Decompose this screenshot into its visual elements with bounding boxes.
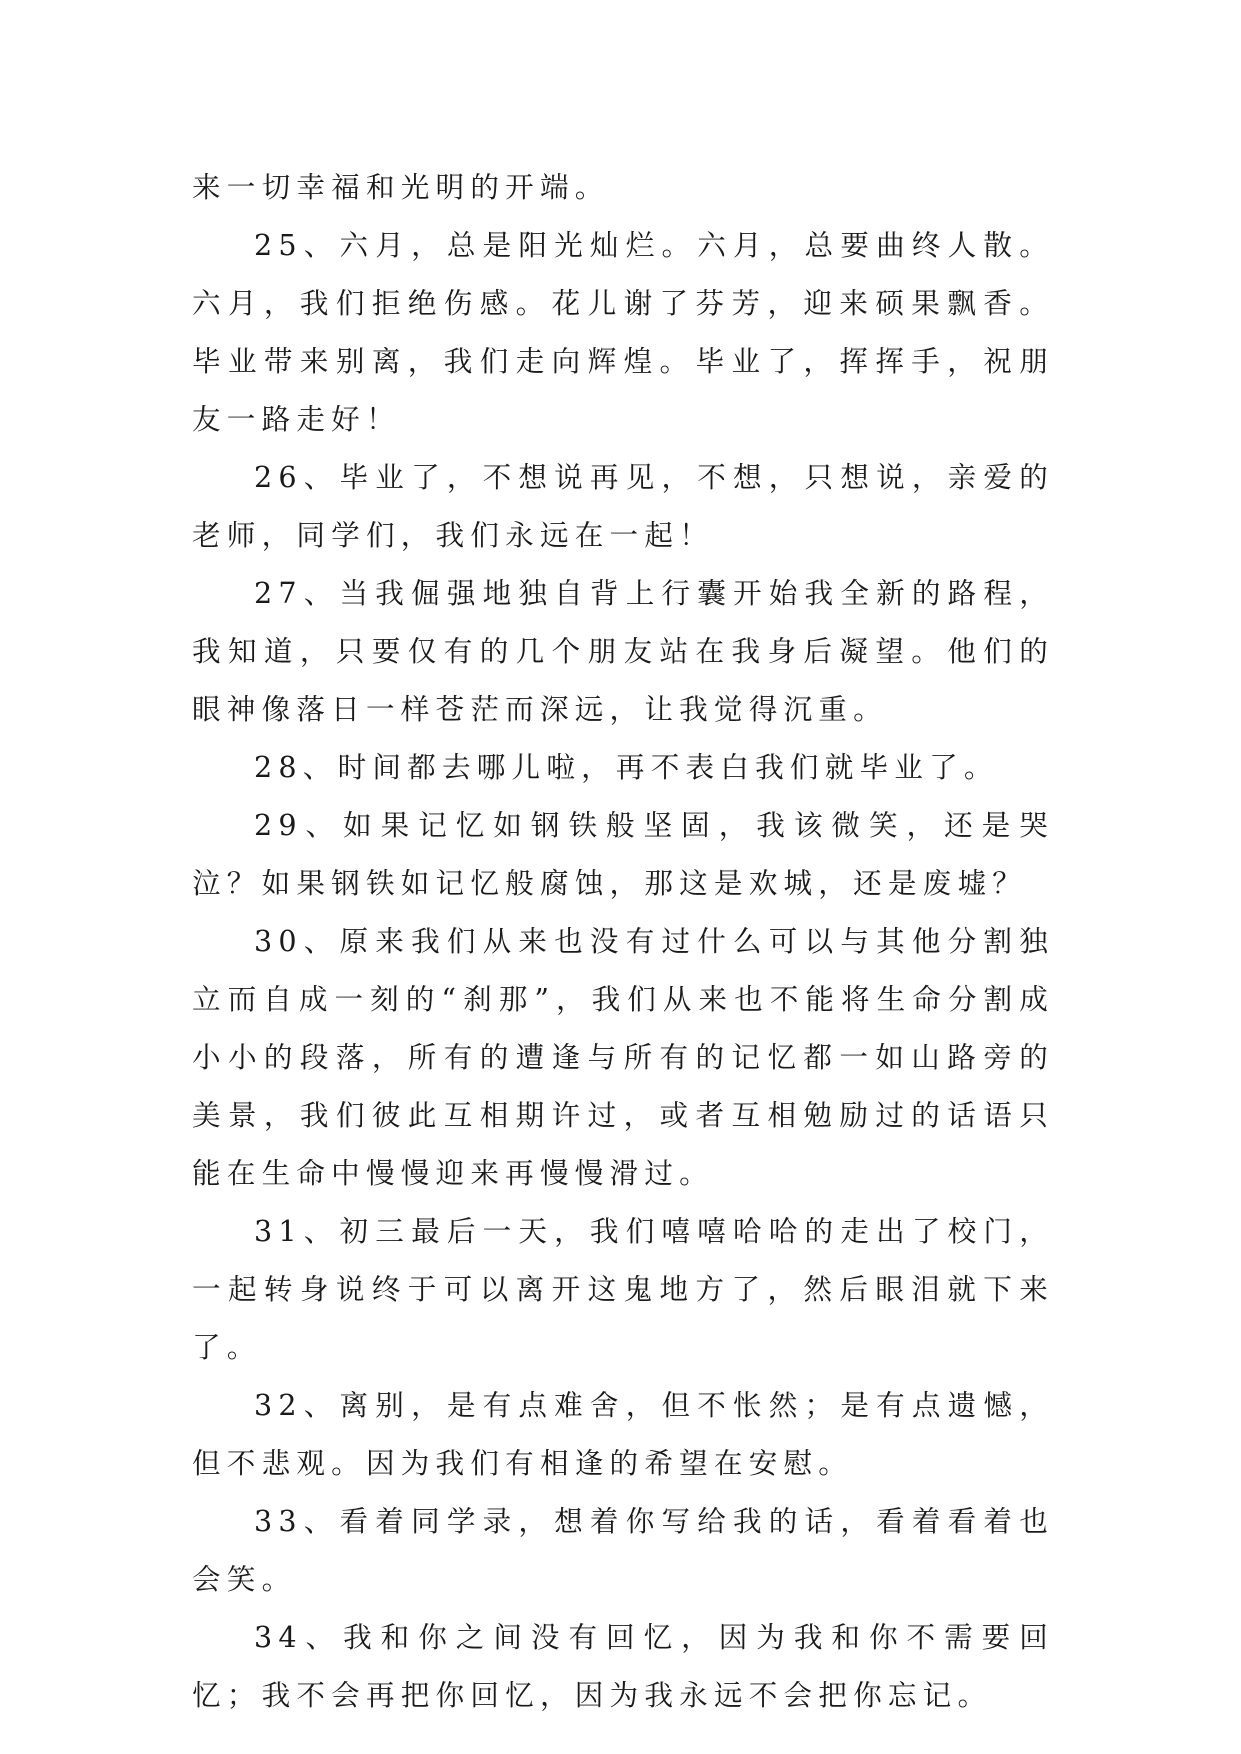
paragraph: 30、原来我们从来也没有过什么可以与其他分割独立而自成一刻的“刹那”，我们从来也不能将生命分割成小小的段落，所有的遭逢与所有的记忆都一如山路旁的美景，我们彼此互相期许过，或者互相勉励过的话语只能在生命中慢慢迎来再慢慢滑过。 bbox=[192, 924, 1054, 1190]
paragraph: 34、我和你之间没有回忆，因为我和你不需要回忆；我不会再把你回忆，因为我永远不会把你忘记。 bbox=[192, 1620, 1054, 1712]
document-body bbox=[192, 158, 1054, 1724]
paragraph: 32、离别，是有点难舍，但不怅然；是有点遗憾，但不悲观。因为我们有相逢的希望在安慰。 bbox=[192, 1388, 1054, 1480]
paragraph: 26、毕业了，不想说再见，不想，只想说，亲爱的老师，同学们，我们永远在一起！ bbox=[192, 460, 1054, 552]
paragraph: 33、看着同学录，想着你写给我的话，看着看着也会笑。 bbox=[192, 1504, 1054, 1596]
paragraph: 25、六月，总是阳光灿烂。六月，总要曲终人散。六月，我们拒绝伤感。花儿谢了芬芳，迎来硕果飘香。毕业带来别离，我们走向辉煌。毕业了，挥挥手，祝朋友一路走好！ bbox=[192, 228, 1054, 436]
paragraph: 27、当我倔强地独自背上行囊开始我全新的路程，我知道，只要仅有的几个朋友站在我身后凝望。他们的眼神像落日一样苍茫而深远，让我觉得沉重。 bbox=[192, 576, 1054, 726]
paragraph: 31、初三最后一天，我们嘻嘻哈哈的走出了校门，一起转身说终于可以离开这鬼地方了，然后眼泪就下来了。 bbox=[192, 1214, 1054, 1364]
paragraph: 来一切幸福和光明的开端。 bbox=[192, 170, 610, 204]
paragraph: 29、如果记忆如钢铁般坚固，我该微笑，还是哭泣？如果钢铁如记忆般腐蚀，那这是欢城，还是废墟？ bbox=[192, 808, 1054, 900]
paragraph: 28、时间都去哪儿啦，再不表白我们就毕业了。 bbox=[254, 750, 999, 784]
